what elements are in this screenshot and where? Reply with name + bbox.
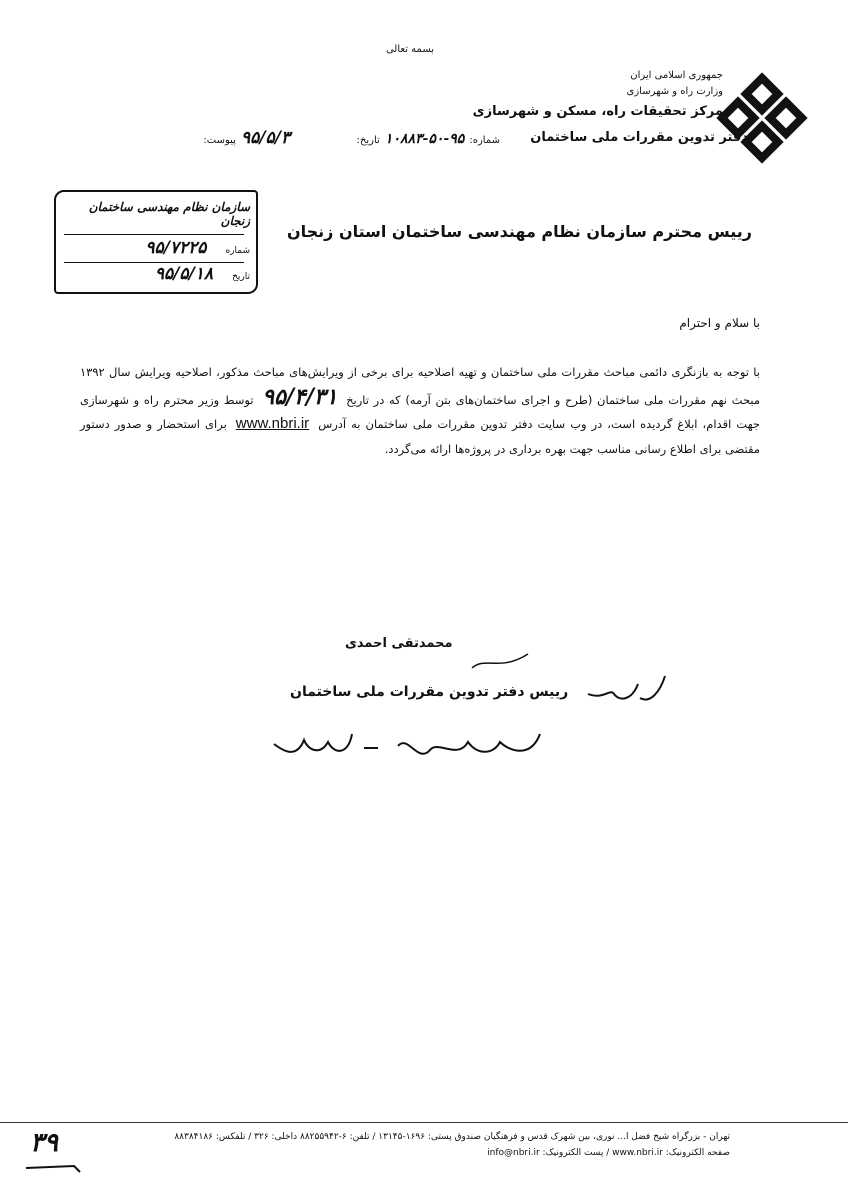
attachment-label: پیوست: xyxy=(203,135,236,146)
footer-divider xyxy=(0,1122,848,1123)
org-ministry: وزارت راه و شهرسازی xyxy=(626,86,723,97)
footer-address: تهران - بزرگراه شیخ فضل ا... نوری، بین شهرک قدس و فرهنگیان صندوق پستی: ۱۶۹۶-۱۳۱۴۵ / تلفن: ۶-۸۸۲۵۵۹۴۲ داخلی: ۳۲۶ / تلفکس: ۸۸۳۸۴۱۸۶ xyxy=(174,1132,730,1142)
footer-web: صفحه الکترونیک: www.nbri.ir / پست الکترونیک: info@nbri.ir xyxy=(487,1148,730,1158)
signer-name: محمدتقی احمدی xyxy=(345,636,453,651)
letter-date-value: ۹۵/۵/۳ xyxy=(241,128,290,148)
bismillah: بسمه تعالی xyxy=(385,44,435,55)
letter-number: شماره: ۹۵-۵۰-۱۰۸۸۳ تاریخ: xyxy=(356,131,500,147)
stamp-number: ۹۵/۷۲۲۵ xyxy=(145,238,207,258)
signature-flourish-icon xyxy=(470,650,530,674)
letter-number-value: ۹۵-۵۰-۱۰۸۸۳ xyxy=(384,131,465,147)
greeting: با سلام و احترام xyxy=(679,316,760,330)
nbri-logo-icon xyxy=(716,72,808,164)
handwritten-signature-icon xyxy=(580,664,670,714)
org-office: دفتر تدوین مقررات ملی ساختمان xyxy=(530,130,748,145)
letter-date xyxy=(110,128,290,148)
page-number: ۳۹ xyxy=(30,1128,58,1158)
page-number-underline-icon xyxy=(24,1160,84,1176)
stamp-org: سازمان نظام مهندسی ساختمان زنجان xyxy=(88,200,250,228)
signer-title: رییس دفتر تدوین مقررات ملی ساختمان xyxy=(290,684,569,700)
stamp-date: ۹۵/۵/۱۸ xyxy=(154,264,213,284)
received-stamp: سازمان نظام مهندسی ساختمان زنجان شماره ۹۵/۷۲۲۵ تاریخ ۹۵/۵/۱۸ xyxy=(50,186,260,298)
org-center: مرکز تحقیقات راه، مسکن و شهرسازی xyxy=(472,104,723,119)
recipient: رییس محترم سازمان نظام مهندسی ساختمان استان زنجان xyxy=(286,222,752,241)
website-link[interactable]: www.nbri.ir xyxy=(235,415,310,432)
letter-body: با توجه به بازنگری دائمی مباحث مقررات ملی ساختمان و تهیه اصلاحیه برای برخی از ویرایش‌های مباحث مذکور، اصلاحیه ویرایش سال ۱۳۹۲ مبحث نهم مقررات ملی ساختمان (طرح و اجرای ساختمان‌های بتن آرمه) که در تاریخ ۹۵/۴/۳۱ توسط وزیر محترم راه و شهرسازی جهت اقدام، ابلاغ گردیده است، در وب سایت دفتر تدوین مقررات ملی ساختمان به آدرس www.nbri.ir برای استحضار و صدور دستور مقتضی برای اطلاع رسانی مناسب جهت بهره برداری در پروژه‌ها ارائه می‌گردد. xyxy=(80,365,761,456)
handwritten-referral-note-icon xyxy=(268,720,548,780)
org-country: جمهوری اسلامی ایران xyxy=(630,70,723,81)
handwritten-date: ۹۵/۴/۳۱ xyxy=(262,383,338,410)
